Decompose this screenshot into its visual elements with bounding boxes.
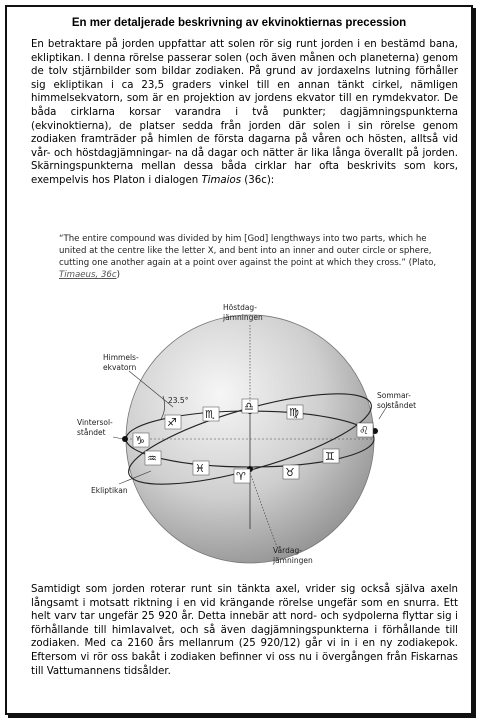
aquarius-icon: ♒ xyxy=(147,452,157,465)
gemini-icon: ♊ xyxy=(325,450,335,463)
celestial-sphere-svg xyxy=(77,299,427,579)
winter-leader xyxy=(113,437,123,439)
quote-text: “The entire compound was divided by him [God] lengthways into two parts, which he united at the centre like the letter X, and bent into an inner and outer circle or sphere, cutting one another again at a point over against the point at which they cross.” (Plato, xyxy=(59,234,437,268)
sagittarius-icon: ♐ xyxy=(167,416,177,429)
angle-label: 23.5° xyxy=(168,396,189,405)
celestial-sphere-diagram xyxy=(77,299,427,579)
ecliptic-label: Ekliptikan xyxy=(91,486,128,495)
page-title: En mer detaljerade beskrivning av ekvinoktiernas precession xyxy=(71,17,407,29)
autumn-equinox-label-1: Höstdag- xyxy=(223,303,257,312)
winter-solstice-label-2: ståndet xyxy=(77,428,106,437)
capricorn-icon: ♑ xyxy=(135,434,145,447)
page-frame xyxy=(5,5,473,715)
summer-solstice-label-2: solståndet xyxy=(377,401,417,410)
virgo-icon: ♍ xyxy=(289,406,299,419)
leo-icon: ♌ xyxy=(359,424,369,437)
winter-solstice-label-1: Vintersol- xyxy=(77,418,113,427)
taurus-icon: ♉ xyxy=(285,466,295,479)
intro-text-end: (36c): xyxy=(241,174,275,186)
pisces-icon: ♓ xyxy=(195,462,205,475)
summer-solstice-label-1: Sommar- xyxy=(377,391,411,400)
spring-equinox-label-2: jämningen xyxy=(273,556,313,565)
intro-paragraph xyxy=(31,38,458,188)
spring-equinox-label-1: Vårdag- xyxy=(273,546,302,555)
plato-quote xyxy=(59,233,454,281)
quote-closing: ) xyxy=(116,270,120,280)
timaeus-link[interactable]: Timaeus, 36c xyxy=(59,270,117,280)
scorpio-icon: ♏ xyxy=(205,408,215,421)
aries-icon: ♈ xyxy=(236,470,246,483)
autumn-equinox-label-2: jämningen xyxy=(223,313,263,322)
work-title: Timaios xyxy=(201,174,242,186)
celestial-equator-label-1: Himmels- xyxy=(103,353,139,362)
celestial-equator-label-2: ekvatorn xyxy=(103,363,137,372)
libra-icon: ♎ xyxy=(244,400,254,413)
outro-paragraph: Samtidigt som jorden roterar runt sin tänkta axel, vrider sig också själva axeln långsamt i motsatt riktning i en vid krängande rörelse ungefär som en snurra. Ett helt varv tar ungefär 25 920 år. Detta innebär att nord- och sydpolerna flyttar sig i förhållande till himlavalvet, och så även dagjämningspunkterna i förhållande till zodiaken. Med ca 2160 års mellanrum (25 920/12) går vi in i en ny zodiakepok. Eftersom vi rör oss bakåt i zodiaken befinner vi oss nu i övergången från Fiskarnas till Vattumannens tidsålder. xyxy=(31,584,458,677)
intro-text: En betraktare på jorden uppfattar att solen rör sig runt jorden i en bestämd bana, ekliptikan. I denna rörelse passerar solen (och även månen och planeterna) genom de tolv stjärnbilder som bildar zodiaken. På grund av jordaxelns lutning förhåller sig ekliptikan i ca 23,5 graders vinkel till en annan tänkt cirkel, nämligen himmelsekvatorn, som är en projektion av jordens ekvator till en rymdekvator. De båda cirklarna korsar varandra i två punkter; dagjämningspunkterna (ekvinoktierna), de platser sedda från jorden där solen i sin rörelse genom zodiaken framträder på himlen de första dagarna på våren och hösten, alltså vid vår- och höstdagjämningar- na då dagar och nätter är lika långa överallt på jorden. Skärningspunkterna mellan dessa båda cirklar har ofta beskrivits som kors, exempelvis hos Platon i dialogen xyxy=(31,39,458,186)
